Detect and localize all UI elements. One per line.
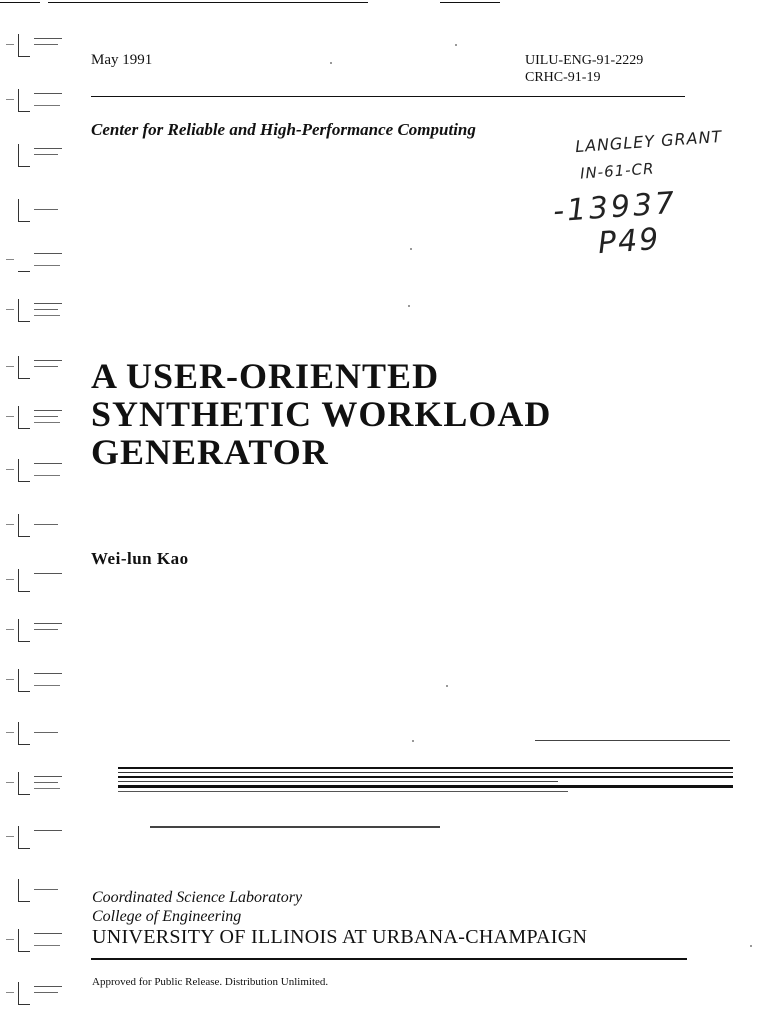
document-title	[91, 357, 551, 471]
lab-name: Coordinated Science Laboratory	[92, 889, 303, 906]
margin-mark	[4, 925, 66, 959]
title-line-2: SYNTHETIC WORKLOAD	[91, 394, 552, 434]
margin-mark	[4, 402, 66, 436]
margin-mark	[4, 665, 66, 699]
scan-speck	[412, 740, 414, 742]
margin-mark	[4, 195, 66, 229]
scan-speck	[446, 685, 448, 687]
scan-artifact-line	[535, 740, 730, 741]
title-line-3: GENERATOR	[91, 432, 329, 472]
margin-mark	[4, 822, 66, 856]
handwritten-note-pages: P49	[596, 221, 662, 262]
margin-mark	[4, 875, 66, 909]
margin-mark	[4, 565, 66, 599]
footer-rule	[91, 958, 687, 960]
margin-mark	[4, 768, 66, 802]
margin-mark	[4, 455, 66, 489]
margin-mark	[4, 352, 66, 386]
report-date: May 1991	[91, 52, 153, 68]
handwritten-note-number: -13937	[551, 185, 679, 230]
scan-speck	[455, 44, 457, 46]
scan-speck	[410, 248, 412, 250]
scan-speck	[408, 305, 410, 307]
scan-artifact-band	[118, 767, 733, 795]
author-name: Wei-lun Kao	[91, 549, 189, 568]
top-scan-line-right	[440, 2, 500, 3]
margin-mark	[4, 978, 66, 1012]
top-scan-line-mid	[48, 2, 368, 3]
margin-mark	[4, 140, 66, 174]
report-identifiers	[525, 52, 643, 86]
scan-artifact-dash	[150, 826, 440, 828]
series-number: CRHC-91-19	[525, 70, 601, 85]
report-number: UILU-ENG-91-2229	[525, 53, 644, 68]
margin-mark	[4, 510, 66, 544]
scan-speck	[330, 62, 332, 64]
university-name: UNIVERSITY OF ILLINOIS AT URBANA-CHAMPAIGN	[92, 926, 588, 948]
handwritten-note-grant: LANGLEY GRANT	[574, 126, 723, 157]
organization-name: Center for Reliable and High-Performance Computing	[91, 120, 476, 139]
release-statement: Approved for Public Release. Distribution Unlimited.	[92, 976, 329, 988]
header-rule	[91, 96, 685, 97]
title-line-1: A USER-ORIENTED	[91, 356, 440, 396]
margin-mark	[4, 718, 66, 752]
handwritten-note-category: IN-61-CR	[579, 159, 655, 183]
margin-mark	[4, 85, 66, 119]
margin-mark	[4, 245, 66, 279]
college-name: College of Engineering	[92, 908, 242, 925]
top-scan-line-left	[0, 2, 40, 3]
margin-mark	[4, 30, 66, 64]
margin-mark	[4, 295, 66, 329]
margin-binding-marks	[0, 30, 70, 1020]
margin-mark	[4, 615, 66, 649]
scan-speck	[750, 945, 752, 947]
